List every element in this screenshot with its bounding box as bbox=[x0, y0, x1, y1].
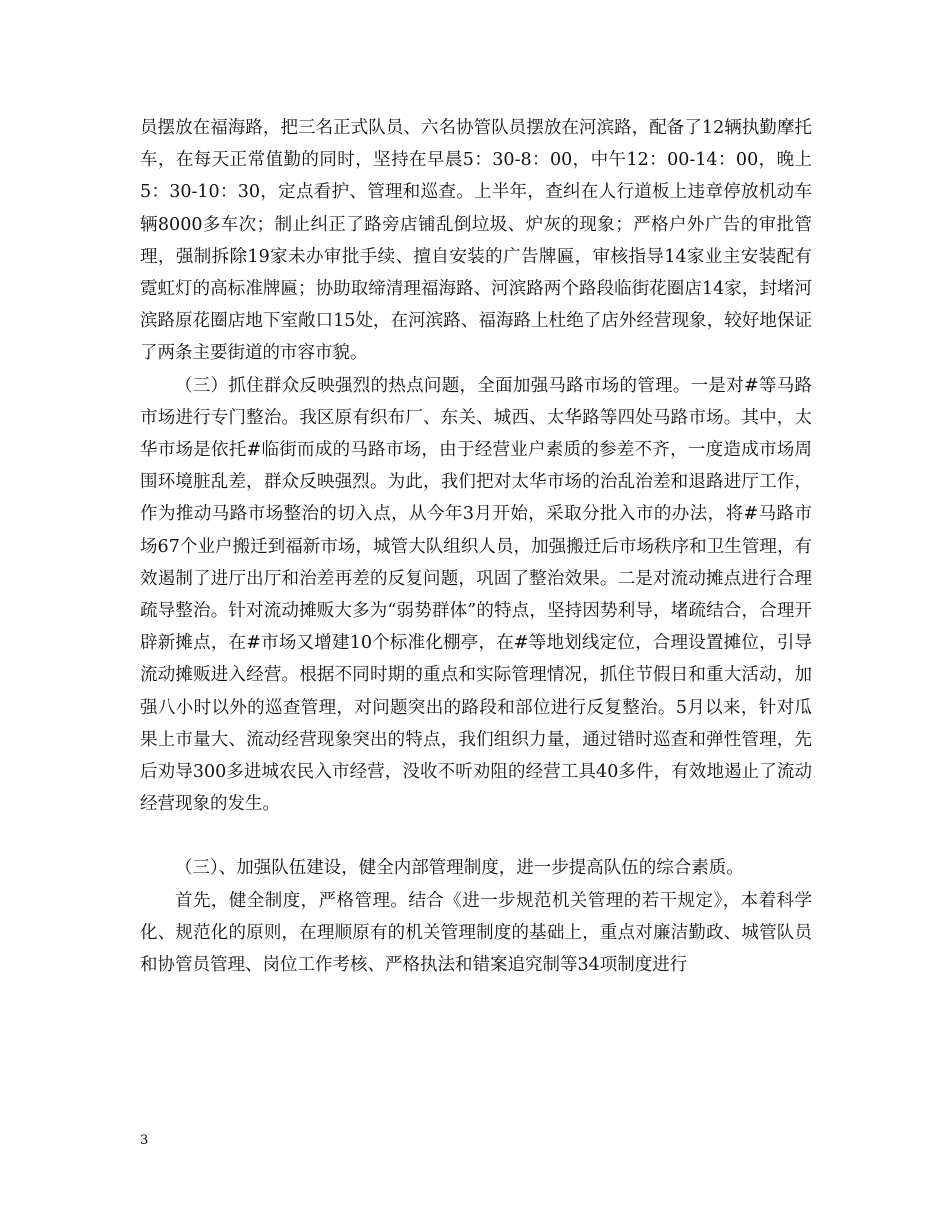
paragraph-continuation: 员摆放在福海路，把三名正式队员、六名协管队员摆放在河滨路，配备了12辆执勤摩托车，在每天正常值勤的同时，坚持在早晨5：30-8：00，中午12：00-14：00，晚上5：30-10：30，定点看护、管理和巡查。上半年，查纠在人行道板上违章停放机动车辆8000多车次；制止纠正了路旁店铺乱倒垃圾、炉灰的现象；严格户外广告的审批管理，强制拆除19家未办审批手续、擅自安装的广告牌匾，审核指导14家业主安装配有霓虹灯的高标准牌匾；协助取缔清理福海路、河滨路两个路段临街花圈店14家，封堵河滨路原花圈店地下室敞口15处，在河滨路、福海路上杜绝了店外经营现象，较好地保证了两条主要街道的市容市貌。 bbox=[140, 118, 812, 364]
paragraph-market-management: （三）抓住群众反映强烈的热点问题，全面加强马路市场的管理。一是对#等马路市场进行专门整治。我区原有织布厂、东关、城西、太华路等四处马路市场。其中，太华市场是依托#临街而成的马路市场，由于经营业户素质的参差不齐，一度造成市场周围环境脏乱差，群众反映强烈。为此，我们把对太华市场的治乱治差和退路进厅工作，作为推动马路市场整治的切入点，从今年3月开始，采取分批入市的办法，将#马路市场67个业户搬迁到福新市场，城管大队组织人员，加强搬迁后市场秩序和卫生管理，有效遏制了进厅出厅和治差再差的反复问题，巩固了整治效果。二是对流动摊点进行合理疏导整治。针对流动摊贩大多为“弱势群体”的特点，坚持因势利导，堵疏结合，合理开辟新摊点，在#市场又增建10个标准化棚亭，在#等地划线定位，合理设置摊位，引导流动摊贩进入经营。根据不同时期的重点和实际管理情况，抓住节假日和重大活动，加强八小时以外的巡查管理，对问题突出的路段和部位进行反复整治。5月以来，针对瓜果上市量大、流动经营现象突出的特点，我们组织力量，通过错时巡查和弹性管理，先后劝导300多进城农民入市经营，没收不听劝阻的经营工具40多件，有效地遏止了流动经营现象的发生。 bbox=[140, 375, 812, 815]
page-number: 3 bbox=[140, 1133, 149, 1148]
paragraph-spacer bbox=[140, 820, 812, 852]
section-heading-team-building: （三）、加强队伍建设，健全内部管理制度，进一步提高队伍的综合素质。 bbox=[175, 858, 744, 879]
paragraph-rules-management: 首先，健全制度，严格管理。结合《进一步规范机关管理的若干规定》，本着科学化、规范化的原则，在理顺原有的机关管理制度的基础上，重点对廉洁勤政、城管队员和协管员管理、岗位工作考核、严格执法和错案追究制等34项制度进行 bbox=[140, 890, 812, 976]
document-body bbox=[140, 112, 812, 981]
